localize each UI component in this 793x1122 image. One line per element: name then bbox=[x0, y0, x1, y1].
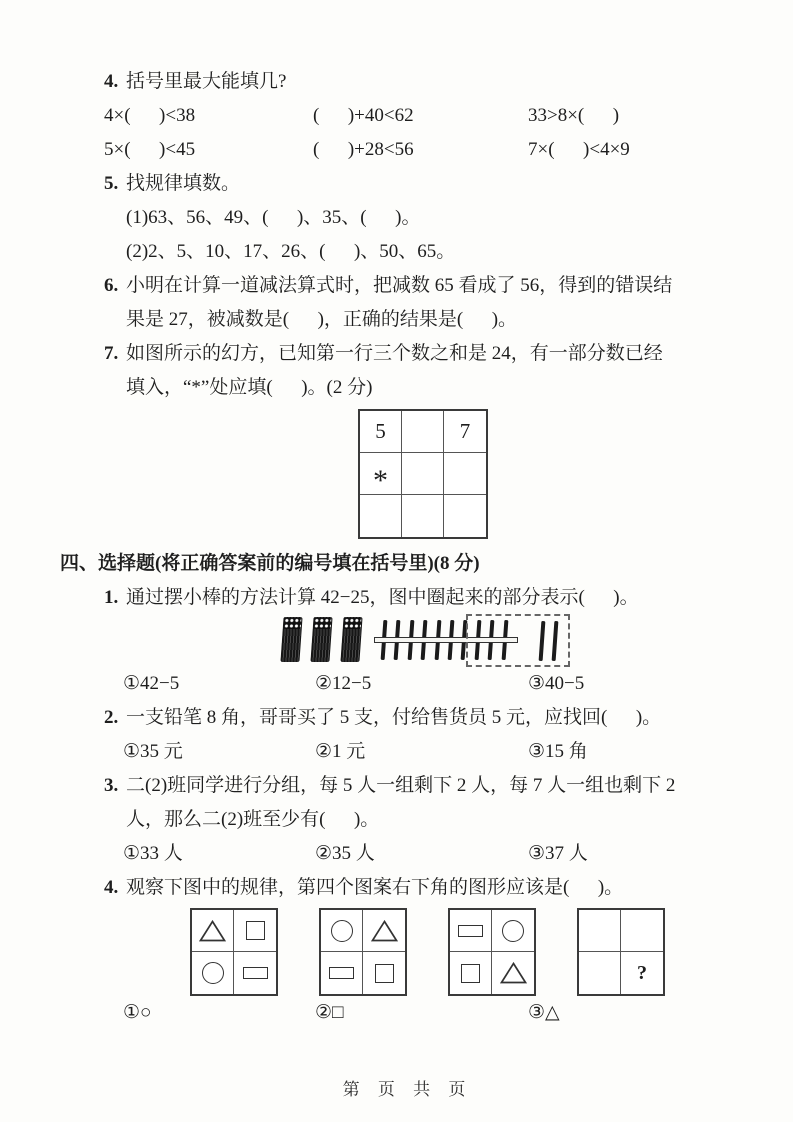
fill-q5-title-text: 找规律填数。 bbox=[126, 173, 241, 194]
choice-q2-text bbox=[104, 701, 755, 735]
choice-q3-line-1 bbox=[104, 769, 755, 803]
page-footer: 第 页 共 页 bbox=[342, 1080, 473, 1099]
fill-q5-title bbox=[104, 167, 755, 201]
magic-square-cell bbox=[402, 495, 444, 537]
choice-q3-line-2: 人，那么二(2)班至少有( )。 bbox=[126, 809, 380, 830]
option-2: ②1 元 bbox=[315, 741, 366, 762]
choice-q1-text bbox=[104, 581, 755, 615]
option-1: ①○ bbox=[123, 1002, 152, 1023]
choice-section-title: 四、选择题(将正确答案前的编号填在括号里)(8 分) bbox=[60, 553, 480, 574]
pattern-cell-empty bbox=[621, 910, 663, 952]
fill-q4-equation-row-1 bbox=[104, 99, 755, 133]
choice-q4-text-content: 观察下图中的规律，第四个图案右下角的图形应该是( )。 bbox=[126, 877, 624, 898]
choice-q2-options bbox=[104, 735, 755, 769]
fill-q5-item-1: (1)63、56、49、( )、35、( )。 bbox=[126, 207, 421, 228]
fill-q4-title-text: 括号里最大能填几? bbox=[126, 71, 287, 92]
fill-q5-item-2: (2)2、5、10、17、26、( )、50、65。 bbox=[126, 241, 456, 262]
equation-blank: ( )+40<62 bbox=[313, 105, 414, 126]
option-3: ③15 角 bbox=[528, 741, 588, 762]
choice-q3-number: 3. bbox=[104, 775, 119, 796]
stick-bundle bbox=[340, 617, 362, 662]
rect-icon bbox=[329, 967, 354, 979]
rect-icon bbox=[243, 967, 268, 979]
pattern-cell-empty bbox=[579, 952, 621, 994]
option-1: ①33 人 bbox=[123, 843, 183, 864]
magic-square-cell bbox=[444, 495, 486, 537]
magic-square-cell bbox=[402, 453, 444, 495]
circle-icon bbox=[202, 962, 224, 984]
option-2: ②□ bbox=[315, 1002, 344, 1023]
circled-region-box bbox=[466, 614, 570, 667]
option-2: ②35 人 bbox=[315, 843, 375, 864]
pattern-grids bbox=[190, 908, 755, 996]
square-icon bbox=[246, 921, 265, 940]
option-3: ③40−5 bbox=[528, 673, 585, 694]
pattern-cell-circle bbox=[192, 952, 234, 994]
option-1: ①42−5 bbox=[123, 673, 180, 694]
choice-q2-text-content: 一支铅笔 8 角，哥哥买了 5 支，付给售货员 5 元，应找回( )。 bbox=[126, 707, 662, 728]
fill-q7-text-1: 如图所示的幻方，已知第一行三个数之和是 24，有一部分数已经 bbox=[126, 343, 663, 364]
triangle-icon bbox=[199, 920, 226, 942]
pattern-cell-square bbox=[450, 952, 492, 994]
equation-blank: ( )+28<56 bbox=[313, 139, 414, 160]
triangle-icon bbox=[371, 920, 398, 942]
bundle-stick-ends bbox=[314, 618, 332, 629]
circle-icon bbox=[331, 920, 353, 942]
bundle-stick-ends bbox=[344, 618, 362, 629]
magic-square-cell: 7 bbox=[444, 411, 486, 453]
circle-icon bbox=[502, 920, 524, 942]
choice-q1-number: 1. bbox=[104, 587, 119, 608]
pattern-cell-circle bbox=[492, 910, 534, 952]
fill-q6-number: 6. bbox=[104, 275, 119, 296]
stick-bundle bbox=[310, 617, 332, 662]
pattern-cell-rect bbox=[234, 952, 276, 994]
pattern-cell-square bbox=[234, 910, 276, 952]
equation-blank: 4×( )<38 bbox=[104, 105, 196, 126]
square-icon bbox=[375, 964, 394, 983]
choice-q1-options bbox=[104, 667, 755, 701]
magic-square-cell bbox=[360, 495, 402, 537]
fill-q5-number: 5. bbox=[104, 173, 119, 194]
fill-q6-text-1: 小明在计算一道减法算式时，把减数 65 看成了 56，得到的错误结 bbox=[126, 275, 673, 296]
bundle-stick-ends bbox=[284, 618, 302, 629]
equation-blank: 5×( )<45 bbox=[104, 139, 196, 160]
pattern-cell-question: ? bbox=[637, 961, 647, 984]
pattern-cell-empty bbox=[579, 910, 621, 952]
fill-q6-line-1 bbox=[104, 269, 755, 303]
equation-blank: 33>8×( ) bbox=[528, 105, 620, 126]
choice-q1-text-content: 通过摆小棒的方法计算 42−25，图中圈起来的部分表示( )。 bbox=[126, 587, 639, 608]
magic-square bbox=[358, 409, 488, 539]
fill-q4-equation-row-2 bbox=[104, 133, 755, 167]
pattern-cell-triangle bbox=[492, 952, 534, 994]
square-icon bbox=[461, 964, 480, 983]
magic-square-cell: * bbox=[360, 453, 402, 495]
pattern-grid bbox=[577, 908, 665, 996]
pattern-cell-rect bbox=[450, 910, 492, 952]
pattern-cell-circle bbox=[321, 910, 363, 952]
option-3: ③△ bbox=[528, 1002, 560, 1023]
option-3: ③37 人 bbox=[528, 843, 588, 864]
pattern-grid bbox=[319, 908, 407, 996]
rect-icon bbox=[458, 925, 483, 937]
pattern-cell-triangle bbox=[363, 910, 405, 952]
fill-q4-title bbox=[104, 65, 755, 99]
fill-q4-number: 4. bbox=[104, 71, 119, 92]
pattern-grid bbox=[190, 908, 278, 996]
magic-square-cell: 5 bbox=[360, 411, 402, 453]
equation-blank: 7×( )<4×9 bbox=[528, 139, 630, 160]
triangle-icon bbox=[500, 962, 527, 984]
magic-square-cell bbox=[444, 453, 486, 495]
fill-q6-line-2: 果是 27，被减数是( )，正确的结果是( )。 bbox=[126, 309, 518, 330]
option-1: ①35 元 bbox=[123, 741, 183, 762]
stick-bundle bbox=[280, 617, 302, 662]
fill-q7-line-1 bbox=[104, 337, 755, 371]
choice-q3-text-1: 二(2)班同学进行分组，每 5 人一组剩下 2 人，每 7 人一组也剩下 2 bbox=[126, 775, 676, 796]
sticks-figure bbox=[278, 615, 588, 667]
pattern-cell-triangle bbox=[192, 910, 234, 952]
pattern-grid bbox=[448, 908, 536, 996]
choice-q3-options bbox=[104, 837, 755, 871]
option-2: ②12−5 bbox=[315, 673, 372, 694]
choice-q2-number: 2. bbox=[104, 707, 119, 728]
pattern-cell-rect bbox=[321, 952, 363, 994]
choice-q4-options bbox=[104, 996, 755, 1030]
fill-q7-line-2: 填入，“*”处应填( )。(2 分) bbox=[126, 377, 373, 398]
fill-q7-number: 7. bbox=[104, 343, 119, 364]
pattern-cell-square bbox=[363, 952, 405, 994]
choice-q4-number: 4. bbox=[104, 877, 119, 898]
choice-q4-text bbox=[104, 871, 755, 905]
magic-square-cell bbox=[402, 411, 444, 453]
